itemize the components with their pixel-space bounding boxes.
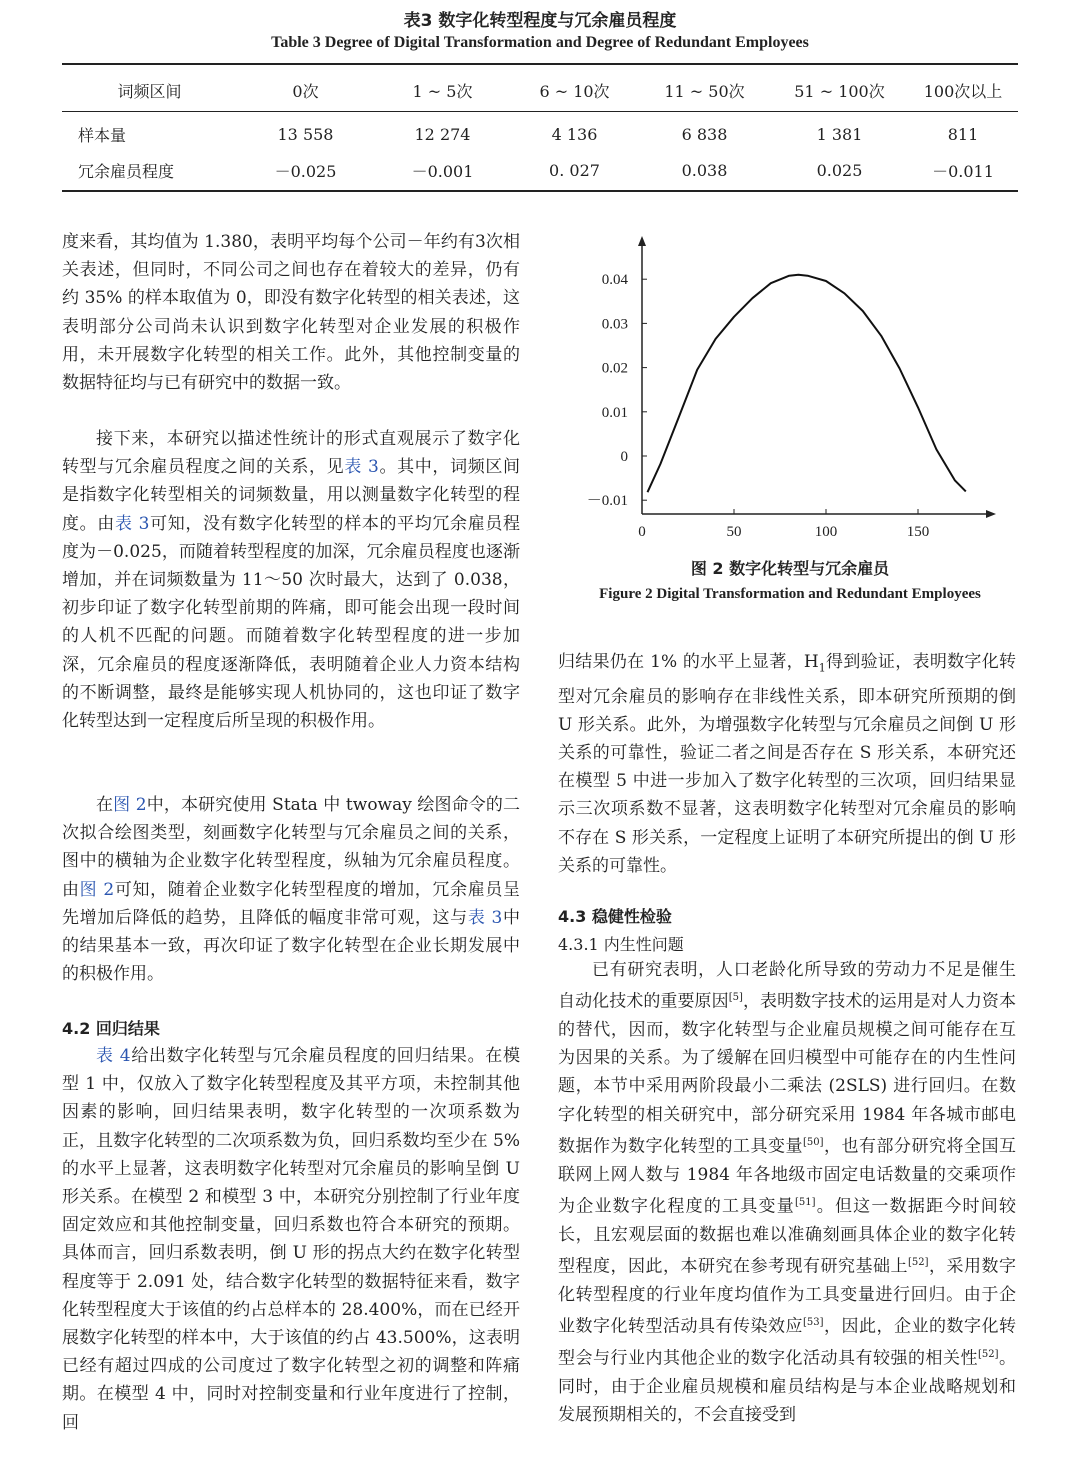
table-title-en: Table 3 Degree of Digital Transformation and Degree of Redundant Employees	[271, 34, 809, 51]
column-header: 100次以上	[923, 81, 1003, 101]
paragraph: 归结果仍在 1% 的水平上显著，$H_1$得到验证，表明数字化转型对冗余雇员的影响存在非线性关系，即本研究所预期的倒 U 形关系。此外，为增强数字化转型与冗余雇员之间倒 U 形关系的可靠性，验证二者之间是否存在 S 形关系，本研究还在模型 5 中进一步加入了数字化转型的三次项，回归结果显示三次项系数不显著，这表明数字化转型对冗余雇员的影响不存在 S 形关系，一定程度上证明了本研究所提出的倒 U 形关系的可靠性。	[558, 652, 1017, 876]
row-header: 样本量	[78, 126, 127, 145]
paragraph: 在图 2中，本研究使用 Stata 中 twoway 绘图命令的二次拟合绘图类型，刻画数字化转型与冗余雇员之间的关系，图中的横轴为企业数字化转型程度，纵轴为冗余雇员程度。由图 2可知，随着企业数字化转型程度的增加，冗余雇员呈先增加后降低的趋势，且降低的幅度非常可观，这与表 3中的结果基本一致，再次印证了数字化转型在企业长期发展中的积极作用。	[62, 795, 521, 985]
y-tick-label: 0	[620, 449, 628, 465]
citation[interactable]: [51]	[794, 1196, 816, 1208]
y-tick-label: －0.01	[586, 493, 628, 510]
section-heading: 4.3 稳健性检验	[558, 907, 672, 926]
table-cell: 6 838	[681, 125, 728, 144]
paragraph: 表 4给出数字化转型与冗余雇员程度的回归结果。在模型 1 中，仅放入了数字化转型程度及其平方项，未控制其他因素的影响，回归结果表明，数字化转型的一次项系数为正，且数字化转型的二次项系数为负，回归系数均至少在 5% 的水平上显著，这表明数字化转型对冗余雇员的影响呈倒 U 形关系。在模型 2 和模型 3 中，本研究分别控制了行业年度固定效应和其他控制变量，回归系数也符合本研究的预期。具体而言，回归系数表明，倒 U 形的拐点大约在数字化转型程度等于 2.091 处，结合数字化转型的数据特征来看，数字化转型程度大于该值的约占总样本的 28.400%，而在已经开展数字化转型的样本中，大于该值的约占 43.500%，这表明已经有超过四成的公司度过了数字化转型之初的调整和阵痛期。在模型 4 中，同时对控制变量和行业年度进行了控制，回	[62, 1046, 520, 1433]
table-cell: 1 381	[816, 125, 863, 144]
column-header: 1 ~ 5次	[412, 81, 473, 101]
table-ref-link[interactable]: 表 3	[467, 907, 503, 928]
figure-caption-cn: 图 2 数字化转型与冗余雇员	[690, 559, 890, 578]
figure-ref-link[interactable]: 图 2	[113, 795, 147, 815]
table-row	[62, 108, 1018, 153]
citation[interactable]: [50]	[802, 1136, 824, 1148]
section-heading: 4.2 回归结果	[62, 1019, 160, 1038]
fit-curve	[648, 275, 966, 492]
table-row	[62, 153, 1018, 187]
subsection-heading: 4.3.1 内生性问题	[558, 935, 684, 954]
y-tick-label: 0.02	[601, 360, 628, 377]
table-cell: 13 558	[277, 125, 334, 144]
table-cell: －0.011	[932, 161, 994, 181]
paragraph: 已有研究表明，人口老龄化所导致的劳动力不足是催生自动化技术的重要原因[5]，表明数字技术的运用是对人力资本的替代，因而，数字化转型与企业雇员规模之间可能存在互为因果的关系。为了缓解在回归模型中可能存在的内生性问题，本节中采用两阶段最小二乘法 (2SLS) 进行回归。在数字化转型的相关研究中，部分研究采用 1984 年各城市邮电数据作为数字化转型的工具变量[50]，也有部分研究将全国互联网上网人数与 1984 年各地级市固定电话数量的交乘项作为企业数字化程度的工具变量[51]。但这一数据距今时间较长，且宏观层面的数据也难以准确刻画具体企业的数字化转型程度，因此，本研究在参考现有研究基础上[52]，采用数字化转型程度的行业年度均值作为工具变量进行回归。由于企业数字化转型活动具有传染效应[53]，因此，企业的数字化转型会与行业内其他企业的数字化活动具有较强的相关性[52]。同时，由于企业雇员规模和雇员结构是与本企业战略规划和发展预期相关的，不会直接受到	[558, 960, 1017, 1425]
table-cell: 0.025	[816, 160, 863, 180]
paragraph: 接下来，本研究以描述性统计的形式直观展示了数字化转型与冗余雇员程度之间的关系，见表 3。其中，词频区间是指数字化转型相关的词频数量，用以测量数字化转型的程度。由表 3可知，没有数字化转型的样本的平均冗余雇员程度为－0.025，而随着转型程度的加深，冗余雇员程度也逐渐增加，并在词频数量为 11～50 次时最大，达到了 0.038，初步印证了数字化转型前期的阵痛，即可能会出现一段时间的人机不匹配的问题。而随着数字化转型程度的进一步加深，冗余雇员的程度逐渐降低，表明随着企业人力资本结构的不断调整，最终是能够实现人机协同的，这也印证了数字化转型达到一定程度后所呈现的积极作用。	[62, 429, 521, 732]
table-cell: 12 274	[414, 125, 471, 144]
citation[interactable]: [52]	[907, 1257, 929, 1268]
table-ref-link[interactable]: 表 4	[96, 1046, 131, 1066]
y-axis-arrow	[638, 236, 646, 246]
quadratic-fit-chart	[560, 230, 1020, 548]
table-cell: 0. 027	[549, 160, 600, 180]
column-header: 0次	[292, 81, 319, 101]
citation[interactable]: [5]	[728, 992, 743, 1004]
y-tick-label: 0.03	[601, 316, 628, 333]
table-cell: 0.038	[681, 160, 728, 180]
x-axis-arrow	[986, 510, 996, 518]
figure-ref-link[interactable]: 图 2	[79, 879, 115, 900]
data-table	[62, 72, 1018, 187]
table-title-cn: 表3 数字化转型程度与冗余雇员程度	[403, 11, 677, 31]
x-tick-label: 100	[814, 524, 838, 540]
table-bottom-rule	[62, 190, 1018, 192]
table-cell: 4 136	[551, 125, 598, 144]
table-top-rule	[62, 63, 1018, 65]
figure-caption-en: Figure 2 Digital Transformation and Redundant Employees	[599, 586, 981, 602]
table-cell: －0.025	[274, 161, 337, 181]
y-tick-label: 0.01	[601, 404, 628, 421]
x-tick-label: 0	[638, 524, 646, 540]
paragraph: 度来看，其均值为 1.380，表明平均每个公司－年约有3次相关表述，但同时，不同公司之间也存在着较大的差异，仍有约 35% 的样本取值为 0，即没有数字化转型的相关表述，这表明部分公司尚未认识到数字化转型对企业发展的积极作用，未开展数字化转型的相关工作。此外，其他控制变量的数据特征均与已有研究中的数据一致。	[62, 232, 520, 394]
column-header: 6 ~ 10次	[539, 81, 610, 101]
row-header: 冗余雇员程度	[78, 161, 175, 181]
x-tick-label: 50	[726, 524, 742, 540]
citation[interactable]: [52]	[977, 1348, 999, 1360]
citation[interactable]: [53]	[802, 1317, 824, 1329]
table-ref-link[interactable]: 表 3	[114, 513, 150, 534]
column-header: 词频区间	[117, 81, 182, 101]
column-header: 51 ~ 100次	[794, 81, 885, 101]
table-cell: －0.001	[411, 161, 474, 181]
column-header: 11 ~ 50次	[664, 81, 745, 101]
x-tick-label: 150	[906, 524, 930, 540]
y-tick-label: 0.04	[601, 272, 628, 289]
table-ref-link[interactable]: 表 3	[344, 457, 379, 478]
table-cell: 811	[947, 125, 979, 144]
table-header-row	[62, 72, 1018, 108]
